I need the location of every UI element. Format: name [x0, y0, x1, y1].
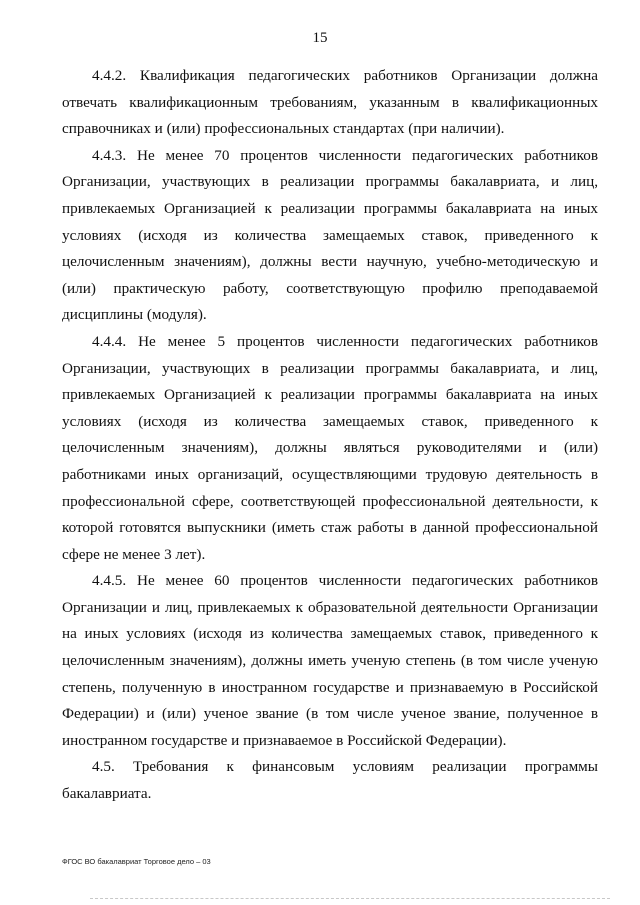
document-footer: ФГОС ВО бакалавриат Торговое дело – 03 — [62, 857, 211, 866]
paragraph-4-5: 4.5. Требования к финансовым условиям реализации программы бакалавриата. — [62, 758, 598, 803]
paragraph-4-4-4: 4.4.4. Не менее 5 процентов численности педагогических работников Организации, участвующих в реализации программы бакалавриата, и лиц, привлекаемых Организацией к реализации программы бакалавриата на иных условиях (исходя из количества замещаемых ставок, приведенного к целочисленным значениям), должны являться руководителями и (или) работниками иных организаций, осуществляющими трудовую деятельность в профессиональной сфере, соответствующей профессиональной деятельности, к которой готовятся выпускники (иметь стаж работы в данной профессиональной сфере не менее 3 лет). — [62, 332, 598, 563]
page-number: 15 — [312, 30, 328, 46]
scan-edge-divider — [90, 898, 610, 901]
document-body — [62, 63, 598, 808]
paragraph-4-4-3: 4.4.3. Не менее 70 процентов численности педагогических работников Организации, участвующих в реализации программы бакалавриата, и лиц, привлекаемых Организацией к реализации программы бакалавриата на иных условиях (исходя из количества замещаемых ставок, приведенного к целочисленным значениям), должны вести научную, учебно-методическую и (или) практическую работу, соответствующую профилю преподаваемой дисциплины (модуля). — [62, 146, 598, 324]
paragraph-4-4-2: 4.4.2. Квалификация педагогических работников Организации должна отвечать квалификационным требованиям, указанным в квалификационных справочниках и (или) профессиональных стандартах (при наличии). — [62, 67, 598, 138]
paragraph-4-4-5: 4.4.5. Не менее 60 процентов численности педагогических работников Организации и лиц, привлекаемых к образовательной деятельности Организации на иных условиях (исходя из количества замещаемых ставок, приведенного к целочисленным значениям), должны иметь ученую степень (в том числе ученую степень, полученную в иностранном государстве и признаваемую в Российской Федерации) и (или) ученое звание (в том числе ученое звание, полученное в иностранном государстве и признаваемое в Российской Федерации). — [62, 572, 598, 749]
